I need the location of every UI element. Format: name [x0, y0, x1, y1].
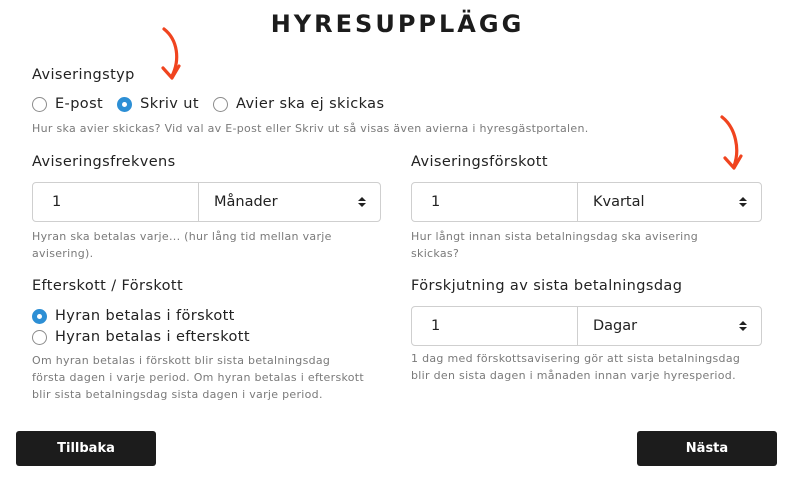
- notice-type-option-label: Skriv ut: [140, 96, 199, 112]
- notice-type-option-email[interactable]: [32, 96, 103, 112]
- select-arrows-icon: [739, 321, 747, 331]
- help-line: skickas?: [411, 247, 460, 260]
- help-line: blir sista betalningsdag sista dagen i varje period.: [32, 388, 323, 401]
- help-line: avisering).: [32, 247, 94, 260]
- page-title: HYRESUPPLÄGG: [270, 10, 525, 38]
- annotation-arrow-icon: [150, 26, 186, 84]
- help-line: Om hyran betalas i förskott blir sista betalningsdag: [32, 354, 331, 367]
- payment-timing-option-arrears[interactable]: [32, 329, 250, 345]
- radio-unchecked-icon[interactable]: [32, 97, 47, 112]
- back-button[interactable]: Tillbaka: [16, 431, 156, 466]
- payment-timing-label: Efterskott / Förskott: [32, 278, 184, 294]
- due-shift-help: [411, 350, 781, 384]
- due-shift-unit-value: Dagar: [593, 318, 638, 334]
- frequency-help: [32, 228, 372, 262]
- radio-checked-icon[interactable]: [117, 97, 132, 112]
- frequency-unit-select[interactable]: [199, 183, 380, 221]
- help-line: första dagen i varje period. Om hyran betalas i efterskott: [32, 371, 365, 384]
- help-line: Hyran ska betalas varje... (hur lång tid mellan varje: [32, 230, 332, 243]
- select-arrows-icon: [739, 197, 747, 207]
- payment-timing-option-label: Hyran betalas i efterskott: [55, 329, 250, 345]
- advance-unit-value: Kvartal: [593, 194, 645, 210]
- due-shift-input[interactable]: 1: [412, 307, 578, 345]
- notice-type-option-none[interactable]: [213, 96, 384, 112]
- payment-timing-option-label: Hyran betalas i förskott: [55, 308, 235, 324]
- notice-type-label: Aviseringstyp: [32, 67, 135, 83]
- advance-label: Aviseringsförskott: [411, 154, 548, 170]
- advance-help: [411, 228, 761, 262]
- next-button[interactable]: Nästa: [637, 431, 777, 466]
- radio-unchecked-icon[interactable]: [213, 97, 228, 112]
- advance-input[interactable]: 1: [412, 183, 578, 221]
- frequency-input[interactable]: 1: [33, 183, 199, 221]
- advance-unit-select[interactable]: [578, 183, 761, 221]
- advance-field: [411, 182, 762, 222]
- help-line: 1 dag med förskottsavisering gör att sista betalningsdag: [411, 352, 741, 365]
- notice-type-option-label: Avier ska ej skickas: [235, 96, 385, 112]
- due-shift-unit-select[interactable]: [578, 307, 761, 345]
- due-shift-label: Förskjutning av sista betalningsdag: [411, 278, 683, 294]
- radio-checked-icon[interactable]: [32, 309, 47, 324]
- notice-type-option-print[interactable]: [117, 96, 199, 112]
- frequency-unit-value: Månader: [214, 194, 278, 210]
- notice-type-radio-group: [32, 96, 384, 112]
- frequency-label: Aviseringsfrekvens: [32, 154, 176, 170]
- notice-type-help: Hur ska avier skickas? Vid val av E-post eller Skriv ut så visas även avierna i hyresgästportalen.: [32, 122, 589, 135]
- help-line: Hur långt innan sista betalningsdag ska avisering: [411, 230, 699, 243]
- due-shift-field: [411, 306, 762, 346]
- notice-type-option-label: E-post: [55, 96, 104, 112]
- select-arrows-icon: [358, 197, 366, 207]
- payment-timing-option-advance[interactable]: [32, 308, 235, 324]
- payment-timing-help: [32, 352, 392, 403]
- radio-unchecked-icon[interactable]: [32, 330, 47, 345]
- frequency-field: [32, 182, 381, 222]
- help-line: blir den sista dagen i månaden innan varje hyresperiod.: [411, 369, 736, 382]
